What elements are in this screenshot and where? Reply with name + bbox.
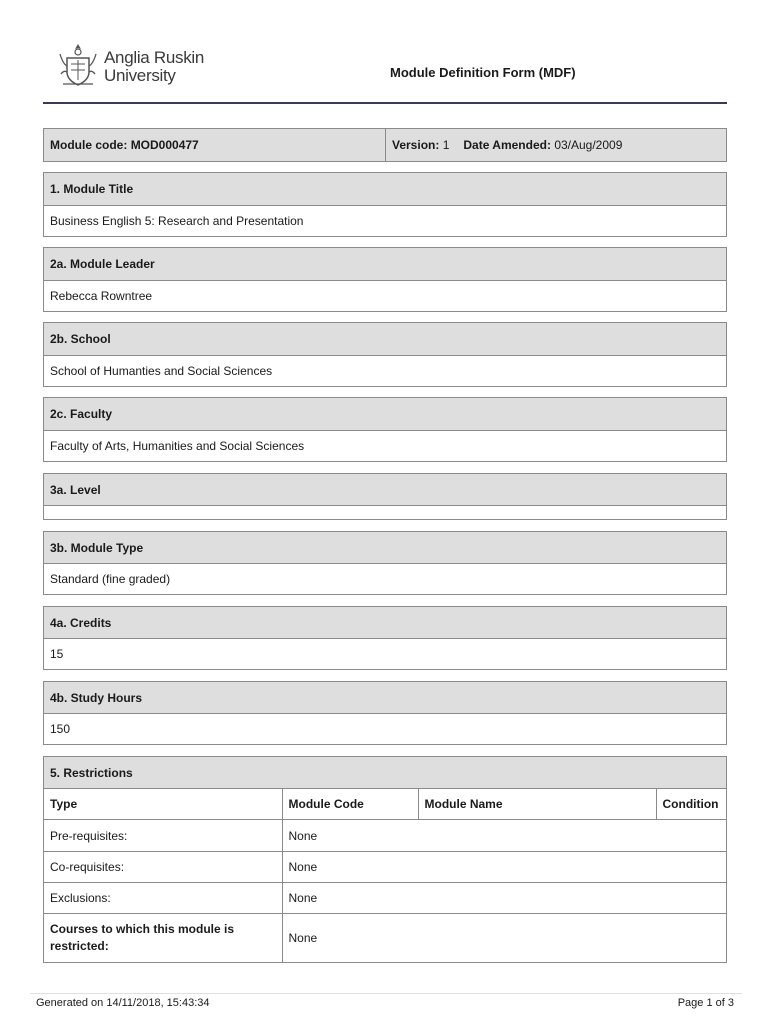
module-type-section (43, 531, 727, 595)
version-value: 1 (442, 138, 450, 152)
section-header: 1. Module Title (44, 173, 726, 205)
page-number: Page 1 of 3 (677, 997, 734, 1009)
header-divider (43, 102, 727, 104)
row-value: None (282, 914, 726, 962)
section-value: Faculty of Arts, Humanities and Social Sciences (44, 430, 726, 461)
section-header: 2a. Module Leader (44, 248, 726, 280)
restrictions-table (44, 788, 726, 962)
credits-section (43, 606, 727, 670)
module-code-cell (44, 129, 386, 161)
date-amended-label: Date Amended: (463, 138, 551, 152)
university-logo (57, 40, 217, 90)
row-type: Co-requisites: (44, 852, 282, 883)
section-header: 4b. Study Hours (44, 682, 726, 713)
row-type: Courses to which this module is restricted: (44, 914, 282, 962)
section-value: 15 (44, 638, 726, 669)
logo-line-2: University (104, 66, 176, 85)
row-value: None (282, 852, 726, 883)
module-title-section (43, 172, 727, 237)
table-header-row (44, 789, 726, 820)
footer-divider (30, 993, 742, 994)
column-header-condition: Condition (656, 789, 726, 820)
version-label: Version: (392, 138, 440, 152)
module-code-box (43, 128, 727, 162)
column-header-module-name: Module Name (418, 789, 656, 820)
section-value: Rebecca Rowntree (44, 280, 726, 311)
logo-line-1: Anglia Ruskin (104, 48, 205, 67)
generated-timestamp: Generated on 14/11/2018, 15:43:34 (36, 997, 210, 1009)
section-header: 2b. School (44, 323, 726, 355)
date-amended-value: 03/Aug/2009 (554, 138, 623, 152)
school-section (43, 322, 727, 387)
level-section (43, 473, 727, 520)
faculty-section (43, 397, 727, 462)
module-code-label: Module code: (50, 138, 128, 152)
study-hours-section (43, 681, 727, 745)
section-header: 2c. Faculty (44, 398, 726, 430)
table-row (44, 883, 726, 914)
section-value (44, 505, 726, 519)
table-row (44, 852, 726, 883)
module-code-value: MOD000477 (130, 138, 199, 152)
section-value: Standard (fine graded) (44, 563, 726, 594)
section-header: 3b. Module Type (44, 532, 726, 563)
section-header: 3a. Level (44, 474, 726, 505)
restrictions-section (43, 756, 727, 963)
logo-text (104, 49, 204, 85)
form-title: Module Definition Form (MDF) (390, 65, 576, 80)
row-type: Exclusions: (44, 883, 282, 914)
module-leader-section (43, 247, 727, 312)
column-header-type: Type (44, 789, 282, 820)
section-value: 150 (44, 713, 726, 744)
row-type: Pre-requisites: (44, 820, 282, 852)
column-header-module-code: Module Code (282, 789, 418, 820)
section-header: 5. Restrictions (44, 757, 726, 788)
section-header: 4a. Credits (44, 607, 726, 638)
section-value: School of Humanties and Social Sciences (44, 355, 726, 386)
version-cell (386, 129, 726, 161)
section-value: Business English 5: Research and Presentation (44, 205, 726, 236)
table-row (44, 820, 726, 852)
table-row (44, 914, 726, 962)
row-value: None (282, 820, 726, 852)
crest-icon (57, 40, 99, 88)
row-value: None (282, 883, 726, 914)
